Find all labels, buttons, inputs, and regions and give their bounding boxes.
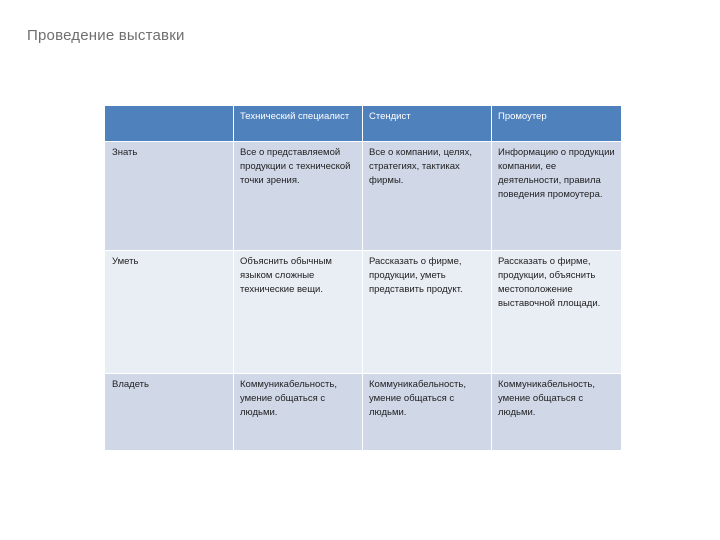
table-cell: Объяснить обычным языком сложные технические вещи. [234,251,363,374]
comparison-table [104,105,622,451]
header-cell-technical-specialist: Технический специалист [234,106,363,142]
row-label-can: Уметь [105,251,234,374]
table-cell: Все о компании, целях, стратегиях, тактиках фирмы. [363,142,492,251]
table-row [105,251,622,374]
row-label-master: Владеть [105,374,234,451]
table-cell: Все о представляемой продукции с технической точки зрения. [234,142,363,251]
table-cell: Коммуникабельность, умение общаться с людьми. [363,374,492,451]
table-cell: Рассказать о фирме, продукции, уметь представить продукт. [363,251,492,374]
slide-title: Проведение выставки [27,27,185,44]
row-label-know: Знать [105,142,234,251]
table-cell: Рассказать о фирме, продукции, объяснить местоположение выставочной площади. [492,251,622,374]
table-row [105,374,622,451]
header-cell-promoter: Промоутер [492,106,622,142]
header-cell-stand-worker: Стендист [363,106,492,142]
table-cell: Коммуникабельность, умение общаться с людьми. [234,374,363,451]
table-row [105,142,622,251]
table-cell: Информацию о продукции компании, ее деятельности, правила поведения промоутера. [492,142,622,251]
table-header-row [105,106,622,142]
table-cell: Коммуникабельность, умение общаться с людьми. [492,374,622,451]
header-cell-empty [105,106,234,142]
